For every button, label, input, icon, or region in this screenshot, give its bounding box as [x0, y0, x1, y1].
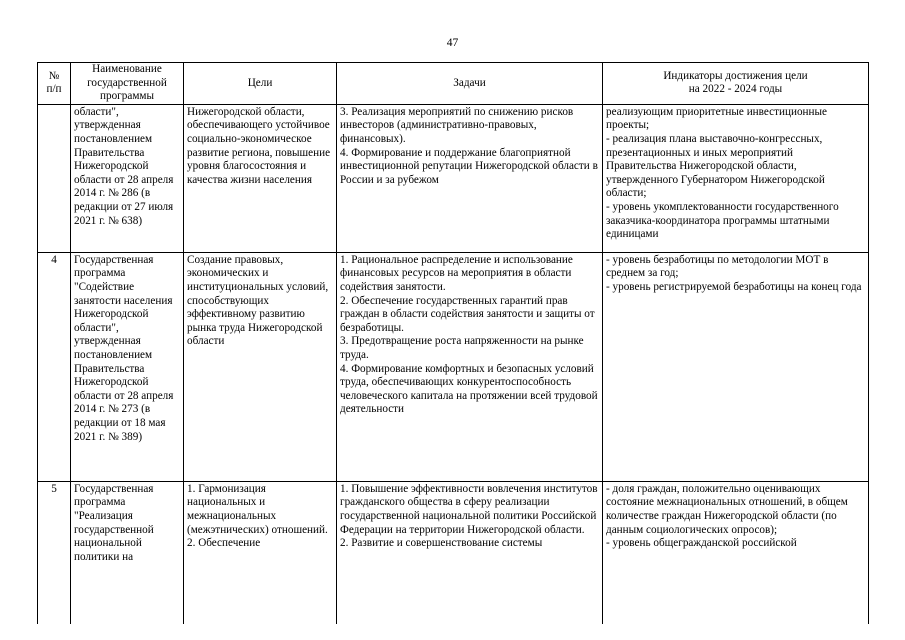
table-row — [38, 252, 869, 481]
goals-cell: Создание правовых, экономических и институциональных условий, способствующих эффективному развитию рынка труда Нижегородской области — [184, 252, 337, 481]
row-number — [38, 104, 71, 252]
table-row — [38, 481, 869, 624]
indicators-cell: - уровень безработицы по методологии МОТ в среднем за год; - уровень регистрируемой безработицы на конец года — [603, 252, 869, 481]
tasks-cell: 1. Повышение эффективности вовлечения институтов гражданского общества в сферу реализации государственной национальной политики Российской Федерации на территории Нижегородской области. 2. Развитие и совершенствование системы — [337, 481, 603, 624]
indicators-cell: - доля граждан, положительно оценивающих состояние межнациональных отношений, в общем количестве граждан Нижегородской области (по данным социологических опросов); - уровень общегражданской российской — [603, 481, 869, 624]
tasks-cell: 1. Рациональное распределение и использование финансовых ресурсов на мероприятия в области содействия занятости. 2. Обеспечение государственных гарантий прав граждан в области содействия занятости и защиты от безработицы. 3. Предотвращение роста напряженности на рынке труда. 4. Формирование комфортных и безопасных условий труда, обеспечивающих конкурентоспособность человеческого капитала на протяжении всей трудовой деятельности — [337, 252, 603, 481]
header-indicators: Индикаторы достижения цели на 2022 - 2024 годы — [603, 63, 869, 105]
goals-cell: 1. Гармонизация национальных и межнациональных (межэтнических) отношений. 2. Обеспечение — [184, 481, 337, 624]
header-goals: Цели — [184, 63, 337, 105]
program-name-cell: Государственная программа "Реализация государственной национальной политики на — [71, 481, 184, 624]
page-number: 47 — [446, 37, 459, 49]
row-number: 4 — [38, 252, 71, 481]
header-program-name: Наименование государственной программы — [71, 63, 184, 105]
program-table — [37, 62, 869, 624]
program-name-cell: Государственная программа "Содействие занятости населения Нижегородской области", утвержденная постановлением Правительства Нижегородской области от 28 апреля 2014 г. № 273 (в редакции от 18 мая 2021 г. № 389) — [71, 252, 184, 481]
header-number: № п/п — [38, 63, 71, 105]
goals-cell: Нижегородской области, обеспечивающего устойчивое социально-экономическое развитие региона, повышение уровня благосостояния и качества жизни населения — [184, 104, 337, 252]
row-number: 5 — [38, 481, 71, 624]
table-header-row — [38, 63, 869, 105]
table-row — [38, 104, 869, 252]
header-tasks: Задачи — [337, 63, 603, 105]
indicators-cell: реализующим приоритетные инвестиционные проекты; - реализация плана выставочно-конгрессных, презентационных и иных мероприятий Правительства Нижегородской области, утвержденного Губернатором Нижегородской области; - уровень укомплектованности государственного заказчика-координатора программы штатными единицами — [603, 104, 869, 252]
tasks-cell: 3. Реализация мероприятий по снижению рисков инвесторов (административно-правовых, финансовых). 4. Формирование и поддержание благоприятной инвестиционной репутации Нижегородской области в России и за рубежом — [337, 104, 603, 252]
program-name-cell: области", утвержденная постановлением Правительства Нижегородской области от 28 апреля 2014 г. № 286 (в редакции от 27 июля 2021 г. № 638) — [71, 104, 184, 252]
